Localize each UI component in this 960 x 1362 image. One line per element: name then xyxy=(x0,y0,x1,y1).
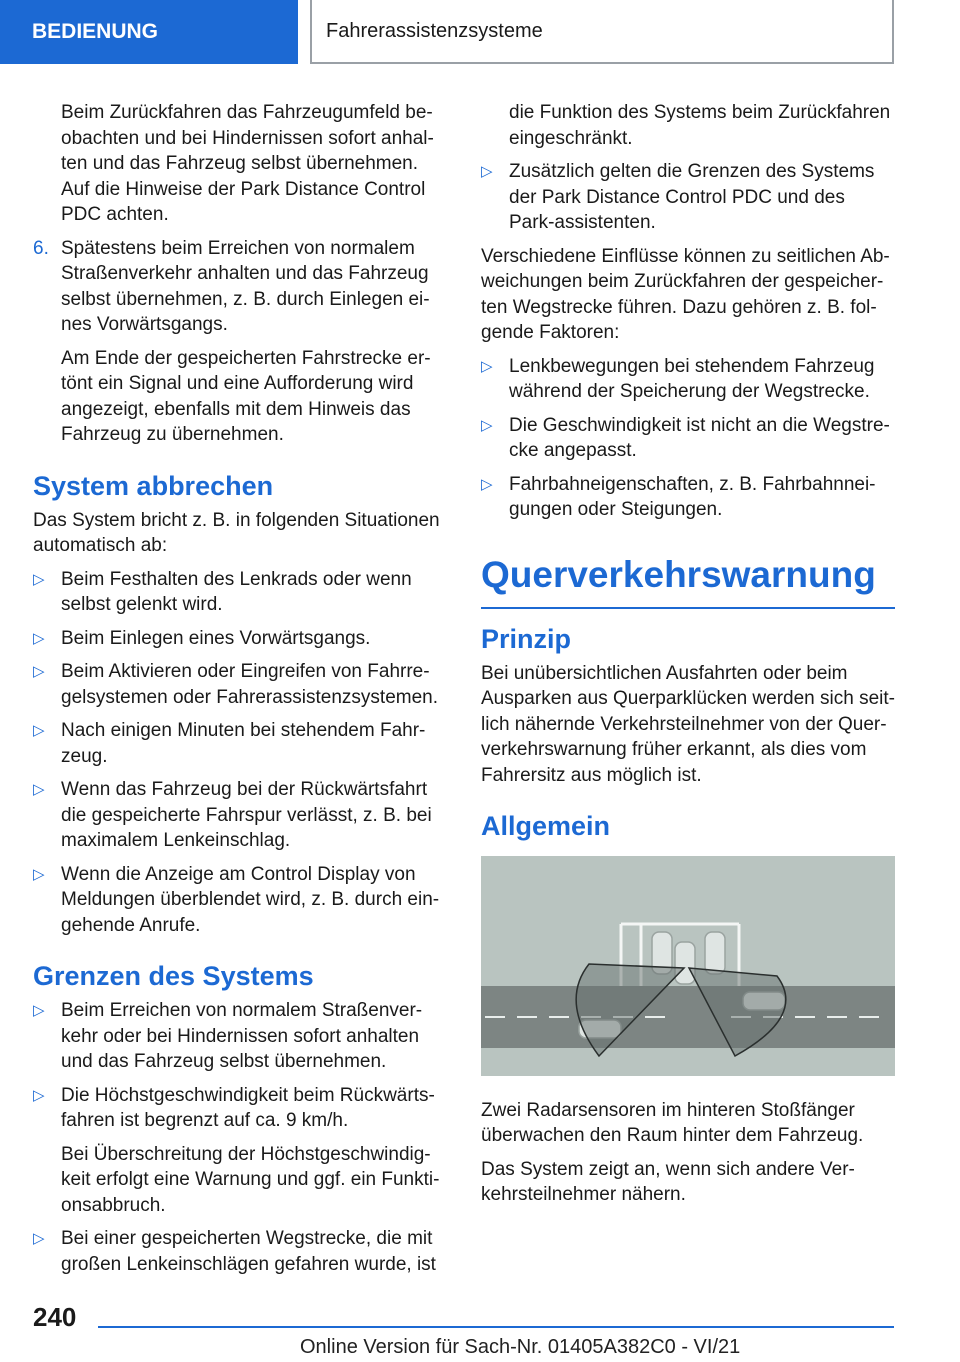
continued-text: die Funktion des Systems beim Zurückfahren eingeschränkt. xyxy=(509,102,891,149)
allgemein-text-2: Das System zeigt an, wenn sich andere Ver-kehrsteilnehmer nähern. xyxy=(481,1158,855,1205)
bullet-triangle-icon: ▷ xyxy=(481,357,493,375)
abbrechen-intro: Das System bricht z. B. in folgenden Situationen automatisch ab: xyxy=(33,509,440,556)
grenzen-list xyxy=(33,998,447,1277)
bullet-triangle-icon: ▷ xyxy=(33,1002,45,1019)
heading-querverkehrswarnung: Querverkehrswarnung xyxy=(481,553,895,609)
section-tab xyxy=(0,0,298,64)
page-number: 240 xyxy=(33,1302,77,1332)
cross-traffic-radar-illustration xyxy=(481,856,895,1076)
list-item: ▷ Fahrbahneigenschaften, z. B. Fahrbahnnei-gungen oder Steigungen. xyxy=(481,472,895,523)
right-column xyxy=(481,100,895,1216)
bullet-triangle-icon: ▷ xyxy=(33,570,45,588)
list-item: ▷ Lenkbewegungen bei stehendem Fahrzeug während der Speicherung der Wegstrecke. xyxy=(481,354,895,405)
list-item: ▷ Beim Erreichen von normalem Straßenver-kehr oder bei Hindernissen sofort anhalten und das Fahrzeug selbst übernehmen. xyxy=(33,998,447,1075)
list-item: ▷ Wenn das Fahrzeug bei der Rückwärtsfahrt die gespeicherte Fahrspur verlässt, z. B. bei maximalem Lenkeinschlag. xyxy=(33,777,447,854)
step-6-note: Am Ende der gespeicherten Fahrstrecke er-tönt ein Signal und eine Aufforderung wird angezeigt, ebenfalls mit dem Hinweis das Fahrzeug zu übernehmen. xyxy=(61,347,431,445)
list-item: ▷ Nach einigen Minuten bei stehendem Fahr-zeug. xyxy=(33,718,447,769)
list-item: ▷ Beim Aktivieren oder Eingreifen von Fahrre-gelsystemen oder Fahrerassistenzsystemen. xyxy=(33,659,447,710)
bullet-triangle-icon: ▷ xyxy=(481,475,493,493)
list-item: ▷ Die Höchstgeschwindigkeit beim Rückwärts-fahren ist begrenzt auf ca. 9 km/h. xyxy=(33,1083,447,1134)
list-item: ▷ Die Geschwindigkeit ist nicht an die Wegstre-cke angepasst. xyxy=(481,413,895,464)
bullet-triangle-icon: ▷ xyxy=(33,781,45,798)
list-item: ▷ Wenn die Anzeige am Control Display von Meldungen überblendet wird, z. B. durch ein-gehende Anrufe. xyxy=(33,862,447,939)
bullet-triangle-icon: ▷ xyxy=(33,629,45,647)
step-number: 6. xyxy=(33,237,49,259)
heading-prinzip: Prinzip xyxy=(481,623,572,654)
bullet-triangle-icon: ▷ xyxy=(33,865,45,883)
section-tab-label: BEDIENUNG xyxy=(32,20,159,43)
list-item: ▷ Beim Festhalten des Lenkrads oder wenn selbst gelenkt wird. xyxy=(33,567,447,618)
chapter-title xyxy=(310,0,894,64)
bullet-triangle-icon: ▷ xyxy=(33,722,45,739)
left-column xyxy=(33,100,447,1285)
step-6 xyxy=(33,236,447,338)
heading-allgemein: Allgemein xyxy=(481,811,611,841)
bullet-triangle-icon: ▷ xyxy=(481,163,493,180)
list-item: ▷ Zusätzlich gelten die Grenzen des Systems der Park Distance Control PDC und des Park-assistenten. xyxy=(481,159,895,236)
chapter-title-label: Fahrerassistenzsysteme xyxy=(326,19,543,42)
einfluesse-list xyxy=(481,354,895,523)
footer-divider xyxy=(98,1326,894,1328)
einfluesse-intro: Verschiedene Einflüsse können zu seitlichen Ab-weichungen beim Zurückfahren der gespeicher-ten Wegstrecke führen. Dazu gehören z. B. fol-gende Faktoren: xyxy=(481,245,890,343)
intro-paragraph: Beim Zurückfahren das Fahrzeugumfeld be-obachten und bei Hindernissen sofort anhal-ten und das Fahrzeug selbst übernehmen. Auf die Hinweise der Park Distance Control PDC achten. xyxy=(61,102,434,225)
heading-grenzen: Grenzen des Systems xyxy=(33,961,314,991)
heading-system-abbrechen: System abbrechen xyxy=(33,470,274,501)
abbrechen-list xyxy=(33,567,447,939)
bullet-triangle-icon: ▷ xyxy=(481,416,493,434)
allgemein-text-1: Zwei Radarsensoren im hinteren Stoßfänger überwachen den Raum hinter dem Fahrzeug. xyxy=(481,1099,864,1146)
bullet-triangle-icon: ▷ xyxy=(33,1086,45,1104)
bullet-triangle-icon: ▷ xyxy=(33,663,45,680)
list-item: ▷ Beim Einlegen eines Vorwärtsgangs. xyxy=(33,626,447,652)
list-item-note: Bei Überschreitung der Höchstgeschwindig-keit erfolgt eine Warnung und ggf. ein Funkti-onsabbruch. xyxy=(61,1143,440,1216)
bullet-triangle-icon: ▷ xyxy=(33,1230,45,1247)
step-text: Spätestens beim Erreichen von normalem Straßenverkehr anhalten und das Fahrzeug selbst übernehmen, z. B. durch Einlegen ei-nes Vorwärtsgangs. xyxy=(61,237,430,335)
online-version-note: Online Version für Sach-Nr. 01405A382C0 - VI/21 xyxy=(300,1336,741,1358)
prinzip-text: Bei unübersichtlichen Ausfahrten oder beim Ausparken aus Querparklücken werden sich seit-lich nähernde Verkehrsteilnehmer von der Quer-verkehrswarnung früher erkannt, als dies vom Fahrersitz aus möglich ist. xyxy=(481,662,895,786)
list-item: ▷ Bei einer gespeicherten Wegstrecke, die mit großen Lenkeinschlägen gefahren wurde, ist xyxy=(33,1226,447,1277)
